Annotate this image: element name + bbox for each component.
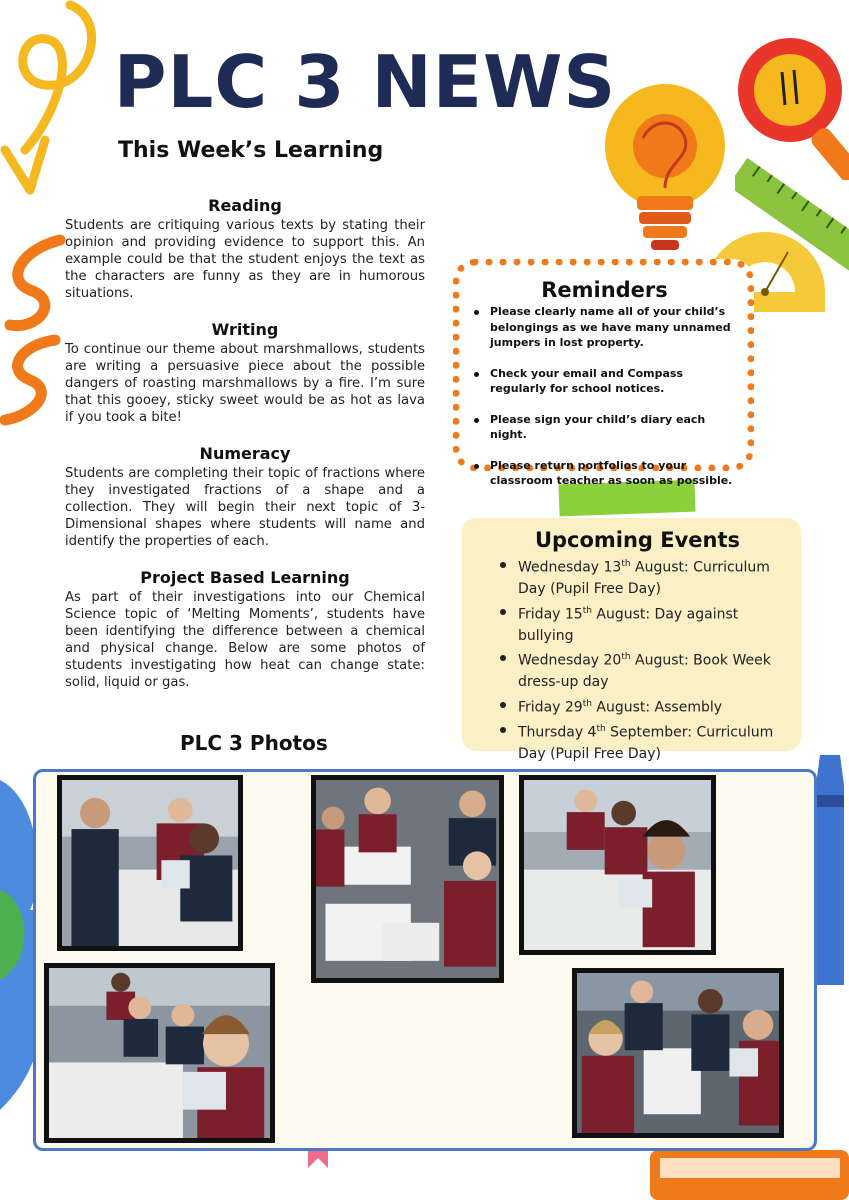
- list-item: Thursday 4th September: Curriculum Day (Pupil Free Day): [488, 719, 787, 766]
- page-title: PLC 3 NEWS: [113, 40, 617, 124]
- blue-crayon-icon: [812, 755, 849, 985]
- events-list: [488, 554, 787, 766]
- class-photo-2: [311, 775, 504, 983]
- writing-section: [65, 320, 425, 426]
- list-item: Check your email and Compass regularly for school notices.: [474, 366, 735, 397]
- this-weeks-learning-heading: This Week’s Learning: [118, 138, 384, 163]
- class-photo-5: [572, 968, 784, 1138]
- reminders-list: [474, 304, 735, 489]
- reading-section: [65, 196, 425, 302]
- list-item: Please clearly name all of your child’s belongings as we have many unnamed jumpers in lost property.: [474, 304, 735, 351]
- list-item: Wednesday 20th August: Book Week dress-up day: [488, 647, 787, 694]
- upcoming-events-heading: Upcoming Events: [534, 528, 741, 552]
- numeracy-text: Students are completing their topic of fractions where they investigated fractions of a shape and a collection. They will begin their next topic of 3-Dimensional shapes where students will name and identify the properties of each.: [65, 466, 425, 549]
- pbl-text: As part of their investigations into our Chemical Science topic of ‘Melting Moments’, students have been identifying the difference between a chemical and physical change. Below are some photos of students investigating how heat can change state: solid, liquid or gas.: [65, 590, 425, 690]
- writing-heading: Writing: [211, 320, 279, 339]
- writing-text: To continue our theme about marshmallows, students are writing a persuasive piece about the possible dangers of roasting marshmallows by a fire. I’m sure that this gooey, sticky sweet would be as hot as lava if you took a bite!: [65, 342, 425, 425]
- numeracy-heading: Numeracy: [199, 444, 291, 463]
- numeracy-section: [65, 444, 425, 550]
- reading-text: Students are critiquing various texts by stating their opinion and providing evidence to support this. An example could be that the student enjoys the text as the characters are funny as they are in humorous situations.: [65, 218, 425, 301]
- reading-heading: Reading: [208, 196, 282, 215]
- plc-3-photos-heading: PLC 3 Photos: [180, 731, 328, 755]
- reminders-heading: Reminders: [541, 278, 668, 302]
- class-photo-3: [519, 775, 716, 955]
- upcoming-events-box: [462, 518, 801, 763]
- list-item: Please return portfolios to your classroom teacher as soon as possible.: [474, 458, 735, 489]
- pbl-section: [65, 568, 425, 691]
- list-item: Friday 29th August: Assembly: [488, 694, 787, 719]
- class-photo-1: [57, 775, 243, 951]
- pbl-heading: Project Based Learning: [140, 568, 350, 587]
- list-item: Please sign your child’s diary each night.: [474, 412, 735, 443]
- class-photo-4: [44, 963, 275, 1143]
- list-item: Friday 15th August: Day against bullying: [488, 601, 787, 648]
- reminders-box: [453, 259, 754, 487]
- list-item: Wednesday 13th August: Curriculum Day (Pupil Free Day): [488, 554, 787, 601]
- orange-squiggle-doodle: [0, 230, 70, 430]
